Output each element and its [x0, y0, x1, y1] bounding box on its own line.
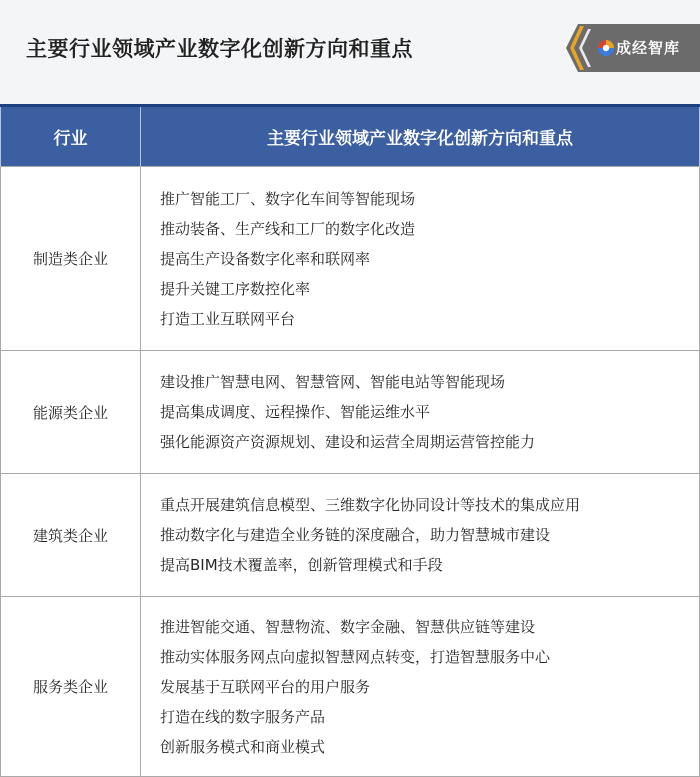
point-item: 提高生产设备数字化率和联网率 — [160, 249, 371, 268]
page-title: 主要行业领域产业数字化创新方向和重点 — [26, 37, 413, 61]
logo-text: 成经智库 — [616, 39, 681, 57]
table-header-row — [1, 106, 700, 167]
point-item: 强化能源资产资源规划、建设和运营全周期运营管控能力 — [160, 433, 536, 451]
industry-cell: 建筑类企业 — [1, 474, 141, 597]
point-item: 打造在线的数字服务产品 — [160, 707, 326, 726]
points-cell — [141, 167, 700, 351]
header-focus: 主要行业领域产业数字化创新方向和重点 — [141, 106, 700, 167]
point-item: 提高集成调度、远程操作、智能运维水平 — [160, 403, 431, 421]
point-item: 打造工业互联网平台 — [160, 309, 296, 328]
points-cell — [141, 351, 700, 474]
point-item: 重点开展建筑信息模型、三维数字化协同设计等技术的集成应用 — [160, 496, 581, 514]
point-item: 建设推广智慧电网、智慧管网、智能电站等智能现场 — [160, 373, 506, 391]
table-row-energy — [1, 351, 700, 474]
point-item: 推动数字化与建造全业务链的深度融合，助力智慧城市建设 — [160, 526, 551, 544]
point-item: 创新服务模式和商业模式 — [160, 737, 326, 756]
table-row-services — [1, 597, 700, 777]
points-cell — [141, 597, 700, 777]
industry-cell: 能源类企业 — [1, 351, 141, 474]
industry-cell: 制造类企业 — [1, 167, 141, 351]
innovation-table — [0, 104, 700, 777]
header-industry: 行业 — [1, 106, 141, 167]
table-row-manufacturing — [1, 167, 700, 351]
point-item: 推动实体服务网点向虚拟智慧网点转变，打造智慧服务中心 — [160, 647, 551, 666]
point-item: 推进智能交通、智慧物流、数字金融、智慧供应链等建设 — [160, 617, 536, 636]
point-item: 提高BIM技术覆盖率，创新管理模式和手段 — [160, 556, 443, 574]
logo — [564, 24, 700, 72]
points-cell — [141, 474, 700, 597]
point-item: 发展基于互联网平台的用户服务 — [160, 677, 371, 696]
header — [0, 0, 700, 104]
point-item: 推广智能工厂、数字化车间等智能现场 — [160, 189, 416, 208]
point-item: 推动装备、生产线和工厂的数字化改造 — [160, 219, 416, 238]
table-row-construction — [1, 474, 700, 597]
point-item: 提升关键工序数控化率 — [160, 279, 311, 298]
industry-cell: 服务类企业 — [1, 597, 141, 777]
